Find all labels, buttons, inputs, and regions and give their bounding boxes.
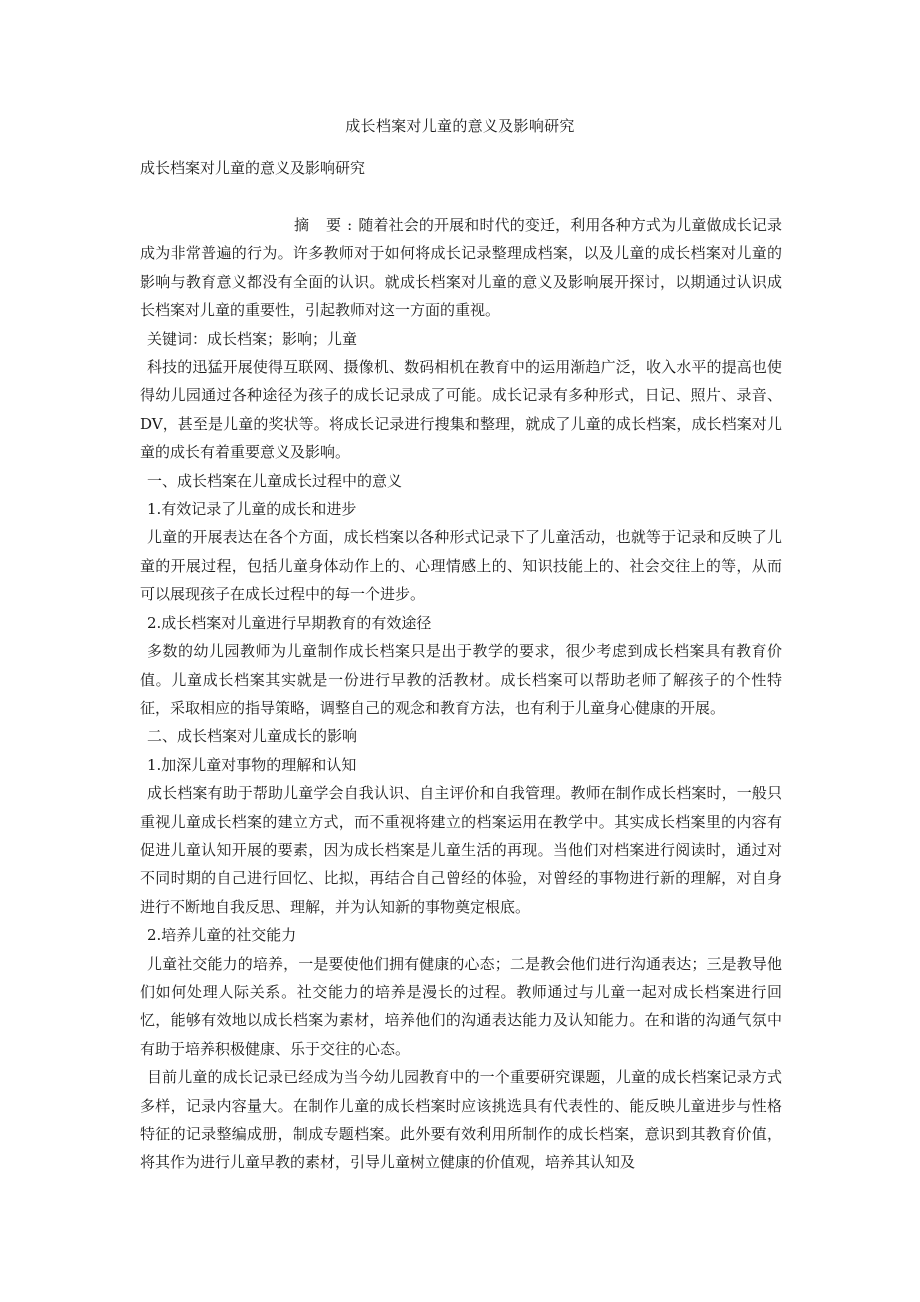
conclusion-paragraph: 目前儿童的成长记录已经成为当今幼儿园教育中的一个重要研究课题，儿童的成长档案记录方式多样，记录内容量大。在制作儿童的成长档案时应该挑选具有代表性的、能反映儿童进步与性格特征的记录整编成册，制成专题档案。此外要有效利用所制作的成长档案，意识到其教育价值，将其作为进行儿童早教的素材，引导儿童树立健康的价值观，培养其认知及 xyxy=(140,1068,782,1172)
abstract-text: 随着社会的开展和时代的变迁，利用各种方式为儿童做成长记录成为非常普遍的行为。许多教师对于如何将成长记录整理成档案，以及儿童的成长档案对儿童的影响与教育意义都没有全面的认识。就成长档案对儿童的意义及影响展开探讨，以期通过认识成长档案对儿童的重要性，引起教师对这一方面的重视。 xyxy=(140,216,782,320)
document-body xyxy=(140,211,782,1177)
section1-sub2-heading: 2.成长档案对儿童进行早期教育的有效途径 xyxy=(147,613,432,632)
document-title: 成长档案对儿童的意义及影响研究 xyxy=(345,117,575,135)
keywords-line: 关键词：成长档案；影响；儿童 xyxy=(147,329,358,348)
intro-paragraph: 科技的迅猛开展使得互联网、摄像机、数码相机在教育中的运用渐趋广泛，收入水平的提高也使得幼儿园通过各种途径为孩子的成长记录成了可能。成长记录有多种形式，日记、照片、录音、DV，甚至是儿童的奖状等。将成长记录进行搜集和整理，就成了儿童的成长档案，成长档案对儿童的成长有着重要意义及影响。 xyxy=(140,358,782,462)
section1-heading: 一、成长档案在儿童成长过程中的意义 xyxy=(147,471,403,490)
section2-sub2-paragraph: 儿童社交能力的培养，一是要使他们拥有健康的心态；二是教会他们进行沟通表达；三是教导他们如何处理人际关系。社交能力的培养是漫长的过程。教师通过与儿童一起对成长档案进行回忆，能够有效地以成长档案为素材，培养他们的沟通表达能力及认知能力。在和谐的沟通气氛中有助于培养积极健康、乐于交往的心态。 xyxy=(140,954,782,1058)
section1-sub2-paragraph: 多数的幼儿园教师为儿童制作成长档案只是出于教学的要求，很少考虑到成长档案具有教育价值。儿童成长档案其实就是一份进行早教的活教材。成长档案可以帮助老师了解孩子的个性特征，采取相应的指导策略，调整自己的观念和教育方法，也有利于儿童身心健康的开展。 xyxy=(140,642,782,717)
section2-sub2-heading: 2.培养儿童的社交能力 xyxy=(147,926,297,945)
abstract-label: 摘 要: xyxy=(294,216,359,234)
section1-sub1-heading: 1.有效记录了儿童的成长和进步 xyxy=(147,500,357,519)
section2-sub1-paragraph: 成长档案有助于帮助儿童学会自我认识、自主评价和自我管理。教师在制作成长档案时，一般只重视儿童成长档案的建立方式，而不重视将建立的档案运用在教学中。其实成长档案里的内容有促进儿童认知开展的要素，因为成长档案是儿童生活的再现。当他们对档案进行阅读时，通过对不同时期的自己进行回忆、比拟，再结合自己曾经的体验，对曾经的事物进行新的理解，对自身进行不断地自我反思、理解，并为认知新的事物奠定根底。 xyxy=(140,784,782,916)
section1-sub1-paragraph: 儿童的开展表达在各个方面，成长档案以各种形式记录下了儿童活动，也就等于记录和反映了儿童的开展过程，包括儿童身体动作上的、心理情感上的、知识技能上的、社会交往上的等，从而可以展现孩子在成长过程中的每一个进步。 xyxy=(140,528,782,604)
abstract-paragraph xyxy=(140,211,782,325)
section2-sub1-heading: 1.加深儿童对事物的理解和认知 xyxy=(147,755,357,774)
section2-heading: 二、成长档案对儿童成长的影响 xyxy=(147,727,358,746)
document-subtitle: 成长档案对儿童的意义及影响研究 xyxy=(140,159,366,177)
